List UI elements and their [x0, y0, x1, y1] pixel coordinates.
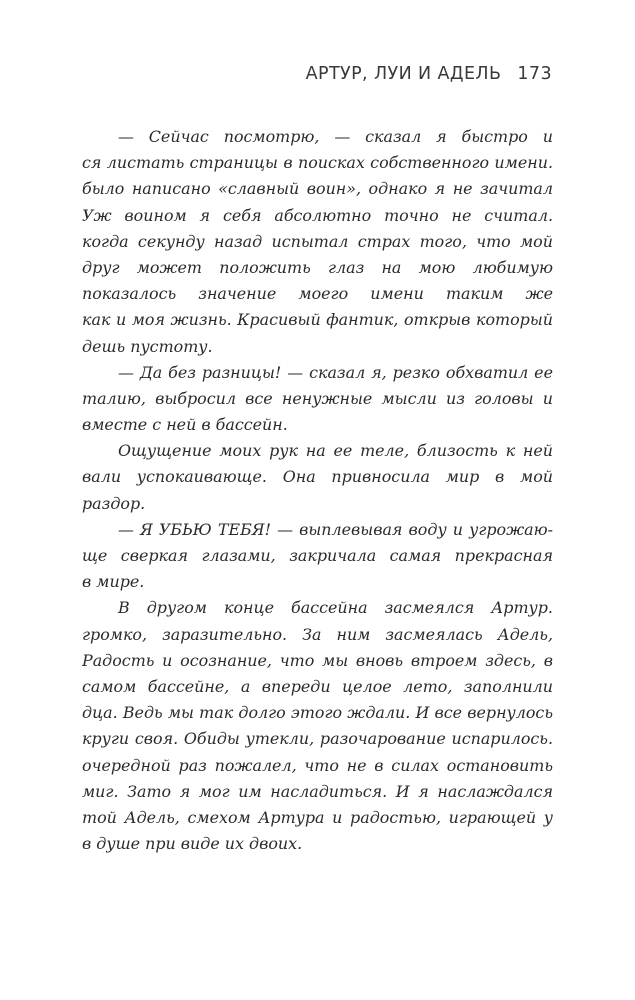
text-line: раздор. — [82, 493, 146, 513]
text-line: дешь пустоту. — [82, 336, 213, 356]
text-line: когда секунду назад испытал страх того, что мой — [82, 231, 553, 251]
text-line: — Сейчас посмотрю, — сказал я быстро и — [118, 127, 553, 146]
paragraph — [82, 517, 553, 596]
text-line: было написано «славный воин», однако я не зачитал — [82, 179, 553, 199]
running-header — [306, 64, 552, 84]
text-line: Уж воином я себя абсолютно точно не считал. — [82, 205, 553, 225]
text-line: миг. Зато я мог им насладиться. И я наслаждался — [82, 781, 553, 801]
text-line: очередной раз пожалел, что не в силах остановить — [82, 755, 553, 775]
text-line: дца. Ведь мы так долго этого ждали. И все вернулось — [82, 703, 553, 723]
text-line: — Да без разницы! — сказал я, резко обхватил ее — [118, 362, 553, 382]
text-line: ся листать страницы в поисках собственного имени. — [82, 153, 553, 173]
text-line: — Я УБЬЮ ТЕБЯ! — выплевывая воду и угрожаю- — [118, 519, 553, 539]
text-line: в душе при виде их двоих. — [82, 834, 303, 854]
text-line: ще сверкая глазами, закричала самая прекрасная — [82, 546, 553, 566]
page-number: 173 — [517, 64, 552, 84]
text-line: вместе с ней в бассейн. — [82, 415, 288, 435]
text-line: в мире. — [82, 572, 145, 592]
paragraph — [82, 124, 553, 360]
text-line: талию, выбросил все ненужные мысли из головы и — [82, 388, 553, 408]
text-line: показалось значение моего имени таким же — [82, 284, 553, 304]
body-text — [82, 124, 553, 857]
text-line: самом бассейне, а впереди целое лето, заполнили — [82, 677, 553, 696]
text-line: круги своя. Обиды утекли, разочарование испарилось. — [82, 729, 553, 749]
text-line: друг может положить глаз на мою любимую — [82, 257, 553, 277]
text-line: Ощущение моих рук на ее теле, близость к ней — [118, 441, 553, 461]
paragraph — [82, 595, 553, 857]
text-line: той Адель, смехом Артура и радостью, играющей у — [82, 807, 553, 827]
text-line: как и моя жизнь. Красивый фантик, открыв который — [82, 310, 553, 330]
paragraph — [82, 360, 553, 439]
text-line: вали успокаивающе. Она привносила мир в мой — [82, 467, 553, 487]
chapter-title: АРТУР, ЛУИ И АДЕЛЬ — [305, 64, 502, 84]
text-line: В другом конце бассейна засмеялся Артур. — [118, 598, 553, 618]
text-line: громко, заразительно. За ним засмеялась Адель, — [82, 624, 553, 644]
text-line: Радость и осознание, что мы вновь втроем здесь, в — [82, 650, 553, 670]
paragraph — [82, 438, 553, 517]
